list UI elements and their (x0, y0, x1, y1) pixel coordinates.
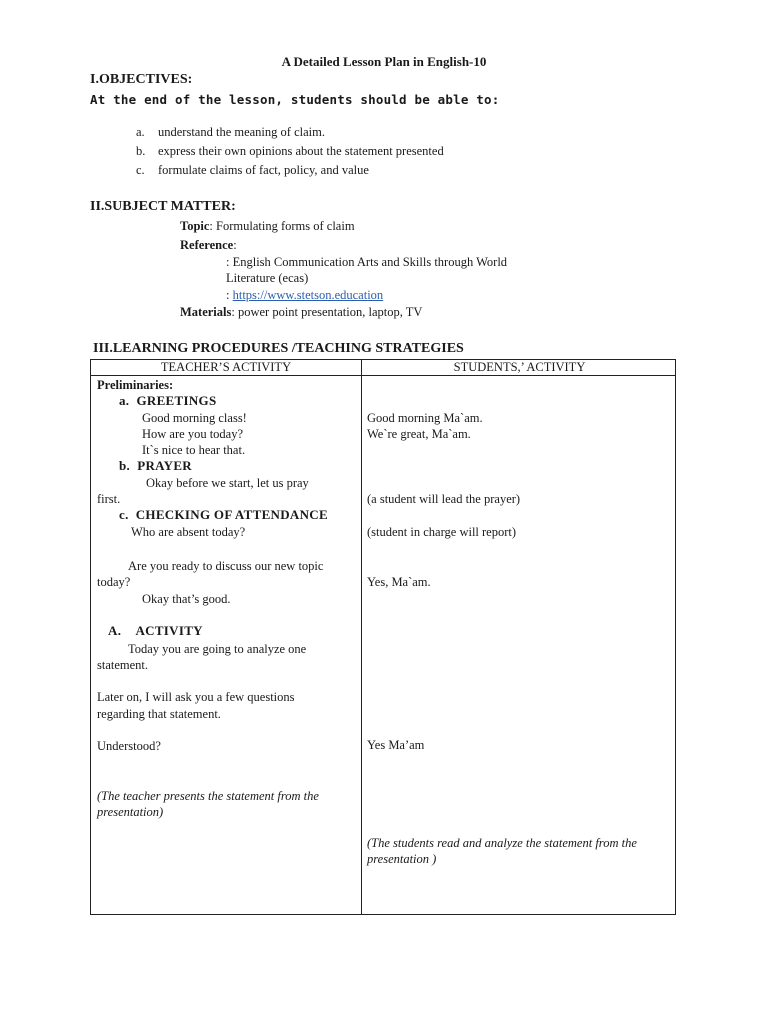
section-marker: A. (108, 623, 122, 638)
teacher-line: regarding that statement. (97, 707, 221, 721)
objective-text: formulate claims of fact, policy, and value (158, 163, 369, 177)
teacher-stage-direction: (The teacher presents the statement from the (97, 789, 319, 803)
objective-item (136, 143, 444, 159)
list-marker: c. (136, 163, 145, 177)
preliminaries-label: Preliminaries: (97, 378, 174, 392)
student-line: (student in charge will report) (367, 525, 517, 539)
document-title: A Detailed Lesson Plan in English-10 (281, 54, 487, 69)
topic-line (180, 218, 355, 234)
teacher-line: Good morning class! (142, 411, 247, 425)
student-line: Good morning Ma`am. (367, 411, 483, 425)
teacher-line: Who are absent today? (131, 525, 246, 539)
procedures-table (90, 359, 676, 915)
teacher-line: How are you today? (142, 427, 244, 441)
attendance-heading (119, 507, 328, 523)
reference-line (180, 237, 237, 253)
activity-heading (108, 623, 203, 639)
section-title: ACTIVITY (135, 623, 203, 638)
reference-source-1: : English Communication Arts and Skills through World (226, 255, 508, 269)
objective-text: express their own opinions about the statement presented (158, 144, 444, 158)
header-divider (91, 375, 675, 376)
teacher-line: Understood? (97, 739, 161, 753)
student-line: (a student will lead the prayer) (367, 492, 521, 506)
teacher-line: statement. (97, 658, 149, 672)
objectives-heading: I.OBJECTIVES: (90, 72, 193, 87)
students-column-header: STUDENTS,’ ACTIVITY (453, 360, 586, 374)
student-stage-direction: presentation ) (367, 852, 437, 866)
reference-colon: : (233, 238, 237, 252)
teacher-line: It`s nice to hear that. (142, 443, 246, 457)
materials-line (180, 304, 422, 320)
column-divider (361, 360, 362, 914)
student-stage-direction: (The students read and analyze the statement from the (367, 836, 637, 850)
teacher-stage-direction: presentation) (97, 805, 164, 819)
section-title: CHECKING OF ATTENDANCE (135, 507, 328, 522)
student-line: We`re great, Ma`am. (367, 427, 471, 441)
teacher-line: Okay that’s good. (142, 592, 231, 606)
reference-link[interactable]: https://www.stetson.education (232, 288, 384, 302)
reference-label: Reference (180, 238, 234, 252)
section-title: PRAYER (137, 458, 192, 473)
teacher-line: today? (97, 575, 131, 589)
objectives-intro: At the end of the lesson, students should be able to: (90, 92, 500, 107)
list-marker: b. (136, 144, 146, 158)
teacher-line: first. (97, 492, 121, 506)
reference-source-2 (226, 287, 383, 303)
materials-label: Materials (180, 305, 232, 319)
reference-source-1-cont: Literature (ecas) (226, 271, 309, 285)
topic-value: : Formulating forms of claim (209, 219, 355, 233)
teacher-line: Later on, I will ask you a few questions (97, 690, 295, 704)
section-title: GREETINGS (136, 393, 217, 408)
reference-link-prefix: : (226, 288, 233, 302)
greetings-heading (119, 393, 216, 409)
topic-label: Topic (180, 219, 210, 233)
student-line: Yes, Ma`am. (367, 575, 431, 589)
materials-value: : power point presentation, laptop, TV (231, 305, 423, 319)
objective-item (136, 162, 369, 178)
section-marker: c. (119, 507, 129, 522)
procedures-heading: III.LEARNING PROCEDURES /TEACHING STRATEGIES (93, 341, 464, 356)
section-marker: b. (119, 458, 131, 473)
objective-item (136, 124, 325, 140)
teacher-column-header: TEACHER’S ACTIVITY (160, 360, 292, 374)
subject-matter-heading: II.SUBJECT MATTER: (90, 199, 236, 214)
section-marker: a. (119, 393, 130, 408)
teacher-line: Today you are going to analyze one (128, 642, 307, 656)
prayer-heading (119, 458, 192, 474)
teacher-line: Okay before we start, let us pray (146, 476, 309, 490)
list-marker: a. (136, 125, 145, 139)
teacher-line: Are you ready to discuss our new topic (128, 559, 324, 573)
student-line: Yes Ma’am (367, 738, 425, 752)
objective-text: understand the meaning of claim. (158, 125, 325, 139)
